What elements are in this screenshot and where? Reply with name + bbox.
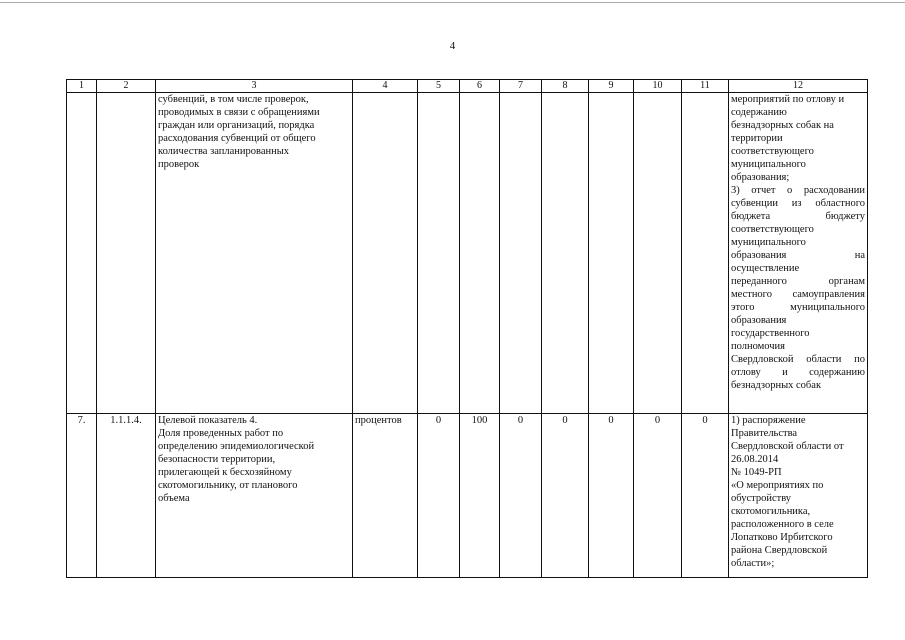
text-line: расходования субвенций от общего	[158, 133, 316, 144]
text-line: бюджета бюджету	[731, 211, 865, 222]
col-header: 9	[589, 80, 634, 93]
row-number-cell	[67, 93, 97, 414]
col-header: 11	[682, 80, 729, 93]
text-line: образования на	[731, 250, 865, 261]
col-header: 12	[729, 80, 868, 93]
code-cell	[97, 93, 156, 414]
col-header: 10	[634, 80, 682, 93]
text-line: 26.08.2014	[731, 454, 779, 465]
value-cell	[542, 93, 589, 414]
text-line: «О мероприятиях по	[731, 480, 824, 491]
text-line: соответствующего	[731, 146, 814, 157]
text-line: скотомогильника,	[731, 506, 811, 517]
indicator-table	[66, 79, 868, 578]
col-header: 1	[67, 80, 97, 93]
text-line: безнадзорных собак	[731, 380, 822, 391]
text-line: образования;	[731, 172, 790, 183]
text-line: № 1049-РП	[731, 467, 782, 478]
text-line: муниципального	[731, 237, 806, 248]
col-header: 5	[418, 80, 460, 93]
text-line: 3) отчет о расходовании	[731, 185, 865, 196]
text-line: количества запланированных	[158, 146, 290, 157]
text-line: субвенции из областного	[731, 198, 865, 209]
text-line: полномочия	[731, 341, 785, 352]
value-cell: 0	[589, 414, 634, 578]
page-number: 4	[449, 40, 456, 52]
text-line: Лопатково Ирбитского	[731, 532, 833, 543]
text-line: переданного органам	[731, 276, 865, 287]
value-cell	[634, 93, 682, 414]
text-line: объема	[158, 493, 190, 504]
value-cell: 0	[542, 414, 589, 578]
text-line: Свердловской области по	[731, 354, 865, 365]
text-line: субвенций, в том числе проверок,	[158, 94, 309, 105]
text-line: Свердловской области от	[731, 441, 844, 452]
text-line: безнадзорных собак на	[731, 120, 834, 131]
text-line: этого муниципального	[731, 302, 865, 313]
text-line: муниципального	[731, 159, 806, 170]
value-cell: 0	[418, 414, 460, 578]
text-line: отлову и содержанию	[731, 367, 865, 378]
text-line: осуществление	[731, 263, 800, 274]
text-line: мероприятий по отлову и	[731, 94, 845, 105]
text-line: территории	[731, 133, 783, 144]
column-number-row	[67, 80, 868, 93]
top-edge-rule	[0, 2, 905, 3]
table-row	[67, 93, 868, 414]
col-header: 7	[500, 80, 542, 93]
value-cell	[500, 93, 542, 414]
value-cell	[682, 93, 729, 414]
col-header: 3	[156, 80, 353, 93]
text-line: местного самоуправления	[731, 289, 865, 300]
text-line: расположенного в селе	[731, 519, 834, 530]
value-cell: 100	[460, 414, 500, 578]
text-line: соответствующего	[731, 224, 814, 235]
code-cell: 1.1.1.4.	[97, 414, 156, 578]
indicator-name-cell	[156, 93, 353, 414]
text-line: прилегающей к бесхозяйному	[158, 467, 292, 478]
value-cell: 0	[500, 414, 542, 578]
col-header: 4	[353, 80, 418, 93]
text-line: области»;	[731, 558, 775, 569]
col-header: 6	[460, 80, 500, 93]
source-cell	[729, 414, 868, 578]
text-line: безопасности территории,	[158, 454, 276, 465]
value-cell: 0	[634, 414, 682, 578]
text-line: скотомогильнику, от планового	[158, 480, 298, 491]
text-line: Правительства	[731, 428, 798, 439]
value-cell	[460, 93, 500, 414]
text-line: граждан или организаций, порядка	[158, 120, 315, 131]
value-cell	[589, 93, 634, 414]
table-row	[67, 414, 868, 578]
col-header: 8	[542, 80, 589, 93]
indicator-name-cell	[156, 414, 353, 578]
text-line: содержанию	[731, 107, 787, 118]
text-line: государственного	[731, 328, 810, 339]
text-line: Доля проведенных работ по	[158, 428, 284, 439]
text-line: Целевой показатель 4.	[158, 415, 258, 426]
col-header: 2	[97, 80, 156, 93]
source-cell	[729, 93, 868, 414]
value-cell: 0	[682, 414, 729, 578]
unit-cell	[353, 93, 418, 414]
text-line: проводимых в связи с обращениями	[158, 107, 320, 118]
row-number-cell: 7.	[67, 414, 97, 578]
text-line: обустройству	[731, 493, 792, 504]
text-line: проверок	[158, 159, 200, 170]
value-cell	[418, 93, 460, 414]
text-line: образования	[731, 315, 787, 326]
text-line: определению эпидемиологической	[158, 441, 315, 452]
text-line: 1) распоряжение	[731, 415, 806, 426]
text-line: района Свердловской	[731, 545, 828, 556]
unit-cell: процентов	[353, 414, 418, 578]
